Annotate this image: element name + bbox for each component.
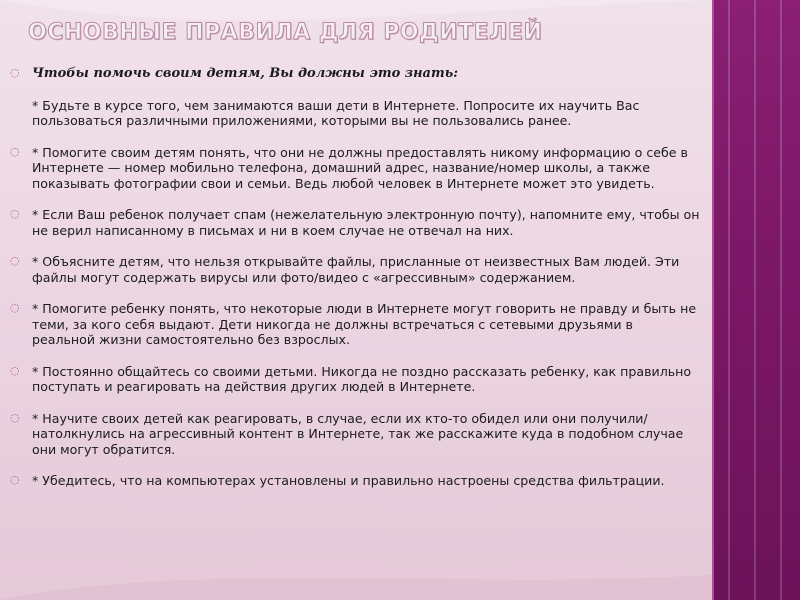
rules-list xyxy=(10,66,700,489)
list-item xyxy=(10,411,700,458)
list-item xyxy=(10,364,700,395)
list-item-text: * Постоянно общайтесь со своими детьми. Никогда не поздно рассказать ребенку, как правильно поступать и реагировать на действия других людей в Интернете. xyxy=(32,363,692,394)
list-item-text: * Будьте в курсе того, чем занимаются ваши дети в Интернете. Попросите их научить Вас пользоваться различными приложениями, которыми вы не пользовались ранее. xyxy=(32,97,640,128)
bullet-icon: ◌ xyxy=(10,254,20,267)
list-item xyxy=(10,301,700,348)
bullet-icon: ◌ xyxy=(10,410,20,424)
bullet-icon: ◌ xyxy=(10,473,20,486)
bullet-icon: ◌ xyxy=(10,301,20,314)
list-item-text: * Помогите своим детям понять, что они не должны предоставлять никому информацию о себе в Интернете — номер мобильно телефона, домашний адрес, название/номер школы, а также показывать фотографии свои и семьи. Ведь любой человек в Интернете может это увидеть. xyxy=(32,144,688,191)
list-item xyxy=(10,145,700,192)
list-item xyxy=(10,473,700,489)
bullet-icon: ◌ xyxy=(10,66,20,79)
list-item-intro xyxy=(10,66,700,129)
list-item-text: * Если Ваш ребенок получает спам (нежелательную электронную почту), напомните ему, чтобы он не верил написанному в письмах и ни в коем случае не отвечал на них. xyxy=(32,207,700,238)
bullet-icon: ◌ xyxy=(10,207,20,220)
page-title: ОСНОВНЫЕ ПРАВИЛА ДЛЯ РОДИТЕЛЕЙ xyxy=(28,20,543,45)
list-item xyxy=(10,254,700,285)
list-item-text: * Убедитесь, что на компьютерах установлены и правильно настроены средства фильтрации. xyxy=(32,473,665,488)
bullet-icon: ◌ xyxy=(10,363,20,377)
list-item-text: * Помогите ребенку понять, что некоторые люди в Интернете могут говорить не правду и быть не теми, за кого себя выдают. Дети никогда не должны встречаться с сетевыми друзьями в реальной жизни самостоятельно без взрослых. xyxy=(32,301,697,347)
list-item-text: * Объясните детям, что нельзя открывайте файлы, присланные от неизвестных Вам людей. Эти файлы могут содержать вирусы или фото/видео с «агрессивным» содержанием. xyxy=(32,254,680,285)
list-item xyxy=(10,207,700,238)
intro-text: Чтобы помочь своим детям, Вы должны это знать: xyxy=(32,66,459,81)
bullet-icon: ◌ xyxy=(10,144,20,158)
list-item-text: * Научите своих детей как реагировать, в случае, если их кто-то обидел или они получили/натолкнулись на агрессивный контент в Интернете, так же расскажите куда в подобном случае они могут обратится. xyxy=(32,410,684,457)
right-accent-band xyxy=(712,0,800,600)
